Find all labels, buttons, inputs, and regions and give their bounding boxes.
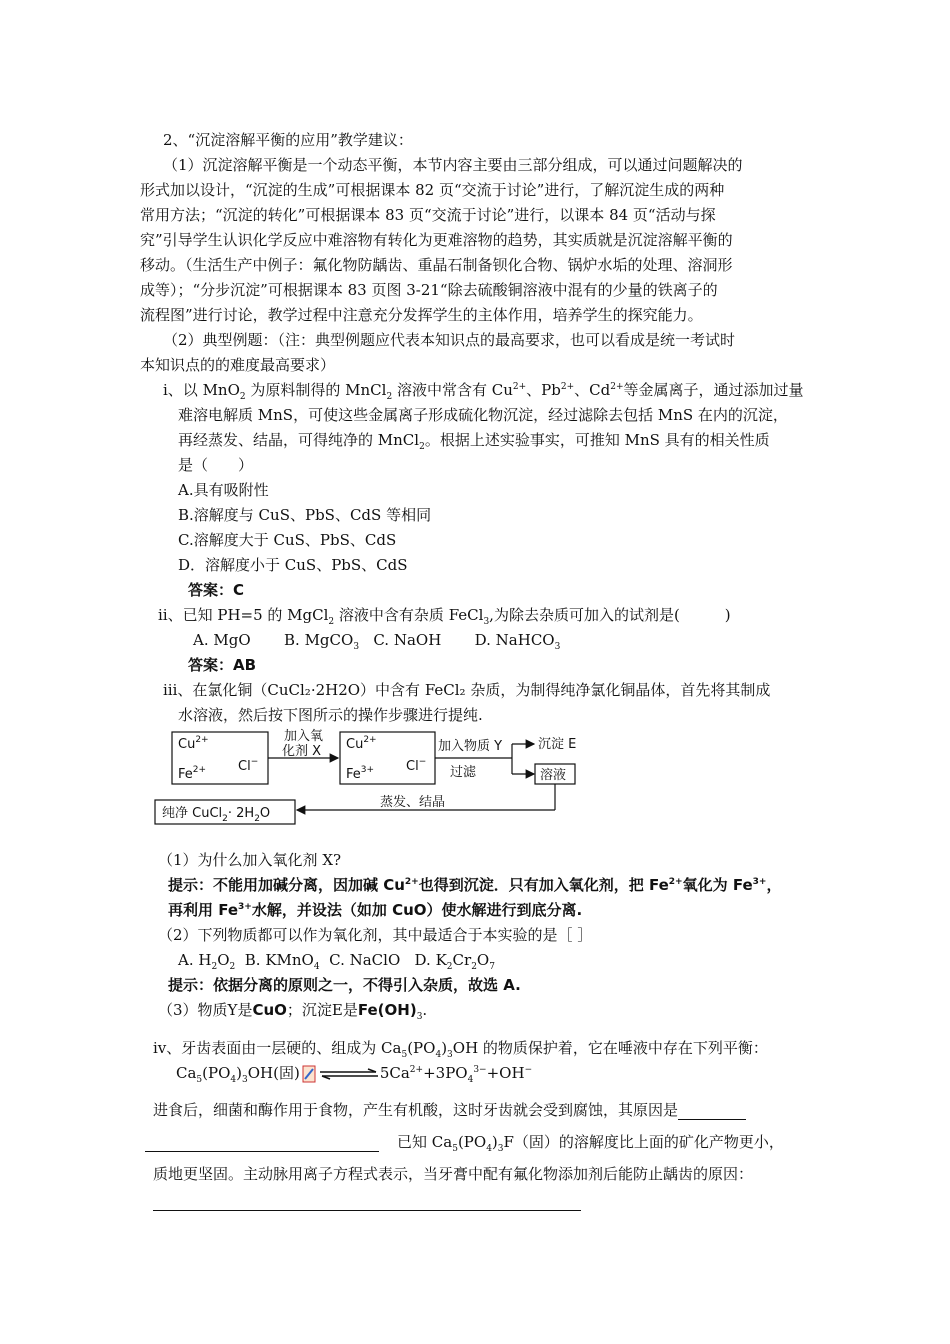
equilibrium-equation: $Ca_5(PO_4)_3OH$(固) $5Ca^{2+}+3PO_4^{3-}+OH^-$ bbox=[176, 1064, 533, 1085]
question-iii-line: 水溶液，然后按下图所示的操作步骤进行提纯. bbox=[178, 706, 483, 724]
hint: 提示：依据分离的原则之一，不得引入杂质，故选 A. bbox=[168, 976, 521, 994]
option: B.溶解度与 CuS、PbS、CdS 等相同 bbox=[178, 506, 432, 524]
precipitate-label: 沉淀 E bbox=[538, 737, 577, 752]
paragraph-line: （1）沉淀溶解平衡是一个动态平衡，本节内容主要由三部分组成，可以通过问题解决的 bbox=[163, 156, 743, 174]
paragraph-line: 流程图”进行讨论，教学过程中注意充分发挥学生的主体作用，培养学生的探究能力。 bbox=[140, 306, 703, 324]
option: D．溶解度小于 CuS、PbS、CdS bbox=[178, 556, 408, 574]
question-i-line: 再经蒸发、结晶，可得纯净的 MnCl$_2$。根据上述实验事实，可推知 MnS 具有的相关性质 bbox=[178, 431, 770, 452]
evaporate-label: 蒸发、结晶 bbox=[380, 795, 446, 810]
options-row: A. MgO B. MgCO$_3$ C. NaOH D. NaHCO$_3$ bbox=[193, 631, 561, 652]
cu-label: $Cu^{2+}$ bbox=[346, 735, 377, 752]
section-title: 2、“沉淀溶解平衡的应用”教学建议： bbox=[163, 131, 413, 149]
question-iv-line: ⅳ、牙齿表面由一层硬的、组成为 $Ca_5(PO_4)_3OH$ 的物质保护着，它在唾液中存在下列平衡： bbox=[153, 1039, 768, 1060]
paragraph-line: 究”引导学生认识化学反应中难溶物有转化为更难溶物的趋势，其实质就是沉淀溶解平衡的 bbox=[140, 231, 733, 249]
answer-blank[interactable] bbox=[678, 1103, 746, 1120]
pure-product-label: 纯净 CuCl$_2$· $2H_2O$ bbox=[162, 806, 271, 824]
option: A.具有吸附性 bbox=[178, 481, 269, 499]
purification-flowchart bbox=[150, 722, 590, 832]
cu-label: $Cu^{2+}$ bbox=[178, 735, 209, 752]
paragraph-line: 常用方法；“沉淀的转化”可根据课本 83 页“交流于讨论”进行，以课本 84 页“活动与探 bbox=[140, 206, 716, 224]
answer-blank[interactable] bbox=[145, 1135, 379, 1152]
filter-label: 过滤 bbox=[450, 765, 477, 780]
answer: 答案：AB bbox=[188, 656, 257, 674]
solution-label: 溶液 bbox=[540, 768, 567, 783]
answer-blank[interactable] bbox=[153, 1210, 581, 1211]
image-icon bbox=[302, 1065, 316, 1083]
question-iv-line: 质地更坚固。主动脉用离子方程式表示，当牙膏中配有氟化物添加剂后能防止龋齿的原因： bbox=[153, 1165, 754, 1183]
question-iii-line: ⅲ、在氯化铜（CuCl₂·2H2O）中含有 FeCl₂ 杂质，为制得纯净氯化铜晶体，首先将其制成 bbox=[163, 681, 771, 699]
options-row: A. $H_2O_2$ B. KMnO$_4$ C. NaClO D. $K_2Cr_2O_7$ bbox=[178, 951, 495, 972]
paragraph-line: 移动。（生活生产中例子：氟化物防龋齿、重晶石制备钡化合物、锅炉水垢的处理、溶洞形 bbox=[140, 256, 733, 274]
oxidant-label-bottom: 化剂 X bbox=[282, 744, 322, 759]
question-i-line: 难溶电解质 MnS，可使这些金属离子形成硫化物沉淀，经过滤除去包括 MnS 在内的沉淀， bbox=[178, 406, 788, 424]
sub-question: （2）下列物质都可以作为氧化剂，其中最适合于本实验的是［ ］ bbox=[158, 926, 593, 944]
sub-question: （1）为什么加入氧化剂 X? bbox=[158, 851, 342, 869]
question-iv-line: 已知 $Ca_5(PO_4)_3F$（固）的溶解度比上面的矿化产物更小， bbox=[145, 1132, 784, 1152]
cl-label: Cl− bbox=[406, 757, 427, 774]
fe-label: $Fe^{3+}$ bbox=[346, 765, 375, 782]
oxidant-label-top: 加入氧 bbox=[284, 729, 324, 744]
option: C.溶解度大于 CuS、PbS、CdS bbox=[178, 531, 397, 549]
fe-label: $Fe^{2+}$ bbox=[178, 765, 207, 782]
hint: 再利用 $Fe^{3+}$水解，并设法（如加 CuO）使水解进行到底分离. bbox=[168, 901, 583, 919]
sub-question: （3）物质Y是CuO；沉淀E是$Fe(OH)_3$. bbox=[158, 1001, 428, 1022]
paragraph-line: （2）典型例题：（注：典型例题应代表本知识点的最高要求，也可以看成是统一考试时 bbox=[163, 331, 736, 349]
equilibrium-arrow-icon bbox=[318, 1068, 380, 1080]
question-i-line: 是（ ） bbox=[178, 456, 254, 474]
paragraph-line: 形式加以设计，“沉淀的生成”可根据课本 82 页“交流于讨论”进行，了解沉淀生成的两种 bbox=[140, 181, 725, 199]
answer: 答案：C bbox=[188, 581, 245, 599]
paragraph-line: 成等）；“分步沉淀”可根据课本 83 页图 3-21“除去硫酸铜溶液中混有的少量的铁离子的 bbox=[140, 281, 718, 299]
question-ii-line: ⅱ、已知 PH=5 的 MgCl$_2$ 溶液中含有杂质 FeCl$_3$,为除去杂质可加入的试剂是( ) bbox=[158, 606, 731, 627]
cl-label: Cl− bbox=[238, 757, 259, 774]
hint: 提示：不能用加碱分离，因加碱 $Cu^{2+}$也得到沉淀．只有加入氧化剂，把 $Fe^{2+}$氧化为 $Fe^{3+}$， bbox=[168, 876, 782, 894]
question-i-line: ⅰ、以 MnO$_2$ 为原料制得的 MnCl$_2$ 溶液中常含有 $Cu^{2+}$、$Pb^{2+}$、$Cd^{2+}$等金属离子，通过添加过量 bbox=[163, 381, 804, 402]
question-iv-line: 进食后，细菌和酶作用于食物，产生有机酸，这时牙齿就会受到腐蚀，其原因是 bbox=[153, 1100, 746, 1120]
paragraph-line: 本知识点的的难度最高要求） bbox=[140, 356, 336, 374]
add-y-label: 加入物质 Y bbox=[438, 739, 503, 754]
